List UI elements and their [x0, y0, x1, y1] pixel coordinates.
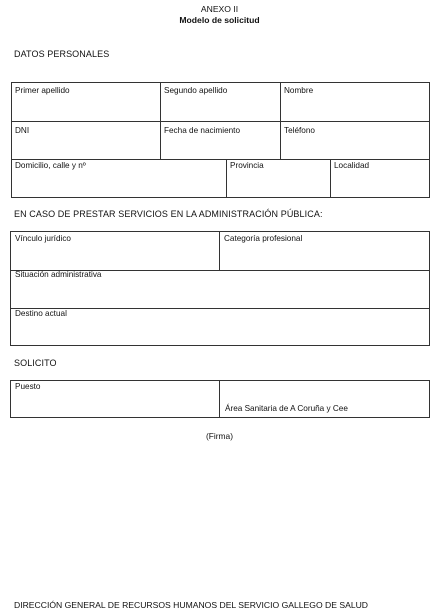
col-divider: [160, 83, 161, 159]
fecha-nacimiento-field[interactable]: Fecha de nacimiento: [164, 126, 241, 135]
dni-field[interactable]: DNI: [15, 126, 30, 135]
signature-label: (Firma): [206, 431, 233, 441]
nombre-field[interactable]: Nombre: [284, 86, 314, 95]
col-divider: [219, 232, 220, 270]
row-divider: [12, 121, 429, 122]
annex-title: ANEXO II: [200, 4, 239, 14]
request-table: [10, 380, 430, 418]
col-divider: [226, 159, 227, 197]
segundo-apellido-field[interactable]: Segundo apellido: [164, 86, 228, 95]
personal-data-table: [11, 82, 430, 198]
domicilio-field[interactable]: Domicilio, calle y nº: [15, 161, 86, 170]
public-service-table: [10, 231, 430, 346]
primer-apellido-field[interactable]: Primer apellido: [15, 86, 70, 95]
provincia-field[interactable]: Provincia: [230, 161, 264, 170]
col-divider: [280, 83, 281, 159]
footer-addressee: DIRECCIÓN GENERAL DE RECURSOS HUMANOS DEL SERVICIO GALLEGO DE SALUD: [14, 600, 369, 610]
puesto-field[interactable]: Puesto: [15, 382, 41, 391]
localidad-field[interactable]: Localidad: [334, 161, 370, 170]
row-divider: [11, 308, 429, 309]
destino-actual-field[interactable]: Destino actual: [15, 309, 67, 318]
telefono-field[interactable]: Teléfono: [284, 126, 315, 135]
categoria-profesional-field[interactable]: Categoría profesional: [224, 234, 303, 243]
situacion-administrativa-field[interactable]: Situación administrativa: [15, 270, 102, 279]
form-subtitle: Modelo de solicitud: [179, 15, 260, 25]
request-heading: SOLICITO: [14, 358, 57, 368]
row-divider: [12, 159, 429, 160]
col-divider: [219, 381, 220, 417]
col-divider: [330, 159, 331, 197]
vinculo-juridico-field[interactable]: Vínculo jurídico: [15, 234, 71, 243]
personal-data-heading: DATOS PERSONALES: [14, 49, 110, 59]
area-sanitaria-field[interactable]: Área Sanitaria de A Coruña y Cee: [225, 404, 348, 413]
public-service-heading: EN CASO DE PRESTAR SERVICIOS EN LA ADMINISTRACIÓN PÚBLICA:: [14, 209, 323, 219]
